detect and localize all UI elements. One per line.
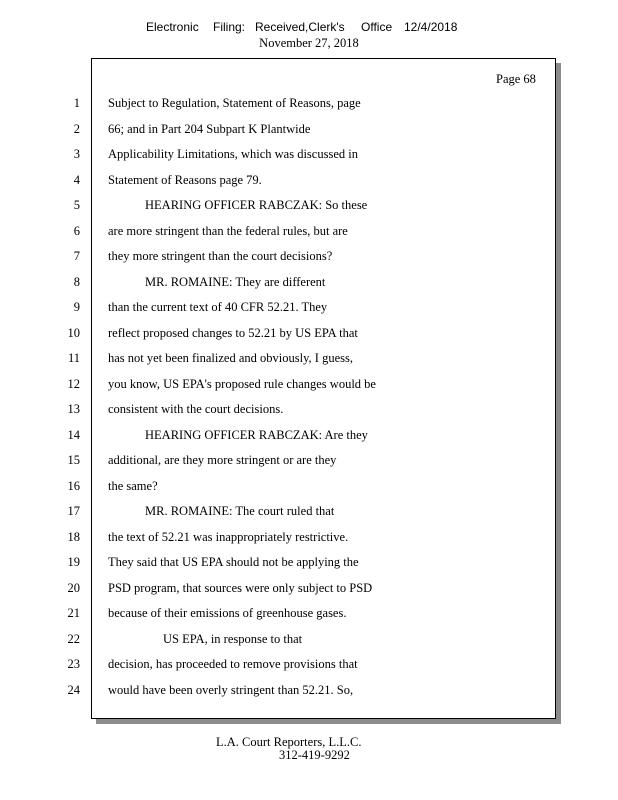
line-text: additional, are they more stringent or are they [108,453,337,467]
transcript-line [0,428,618,448]
line-number: 16 [67,478,80,493]
transcript-line [0,96,618,116]
line-number: 18 [67,529,80,544]
transcript-line [0,657,618,677]
line-text: HEARING OFFICER RABCZAK: So these [145,198,368,212]
transcript-line [0,275,618,295]
line-number: 9 [73,300,80,314]
line-text: PSD program, that sources were only subject to PSD [108,580,373,595]
line-number: 2 [73,121,80,136]
line-number: 10 [67,325,80,340]
line-number: 23 [67,657,80,671]
transcript-line [0,581,618,601]
line-text: HEARING OFFICER RABCZAK: Are they [145,427,368,442]
transcript-line [0,402,618,422]
line-number: 11 [67,351,80,365]
line-text: would have been overly stringent than 52.21. So, [108,682,354,697]
line-text: MR. ROMAINE: The court ruled that [145,504,335,518]
transcript-line [0,683,618,703]
stamp-filing: Filing: [213,20,246,34]
line-text: than the current text of 40 CFR 52.21. They [108,300,328,314]
transcript-line [0,632,618,652]
transcript-line [0,147,618,167]
line-number: 4 [73,172,80,187]
transcript-line [0,606,618,626]
transcript-line [0,122,618,142]
line-number: 3 [73,147,80,161]
transcript-line [0,377,618,397]
line-text: MR. ROMAINE: They are different [145,274,326,289]
stamp-date: 12/4/2018 [404,20,458,34]
line-text: the same? [108,478,158,493]
transcript-line [0,198,618,218]
line-text: because of their emissions of greenhouse gases. [108,606,347,620]
line-number: 15 [67,453,80,467]
line-number: 1 [73,96,80,110]
line-text: Applicability Limitations, which was discussed in [108,147,358,161]
line-number: 7 [73,249,80,263]
transcript-line [0,530,618,550]
transcript-line [0,504,618,524]
line-text: Statement of Reasons page 79. [108,172,262,187]
line-text: They said that US EPA should not be applying the [108,555,359,569]
reporter-phone: 312-419-9292 [279,748,350,762]
line-number: 17 [67,504,80,518]
line-text: US EPA, in response to that [163,631,303,646]
line-text: 66; and in Part 204 Subpart K Plantwide [108,121,311,136]
line-number: 8 [73,274,80,289]
line-text: reflect proposed changes to 52.21 by US EPA that [108,325,358,340]
line-number: 12 [67,376,80,391]
reporter-company: L.A. Court Reporters, L.L.C. [216,735,362,749]
line-text: they more stringent than the court decisions? [108,249,333,263]
line-text: you know, US EPA's proposed rule changes would be [108,376,376,391]
line-number: 21 [67,606,80,620]
transcript-line [0,479,618,499]
transcript-line [0,300,618,320]
transcript-line [0,326,618,346]
transcript-line [0,555,618,575]
line-text: Subject to Regulation, Statement of Reasons, page [108,96,361,110]
line-text: are more stringent than the federal rules, but are [108,223,348,238]
transcript-line [0,224,618,244]
line-text: consistent with the court decisions. [108,402,284,416]
line-number: 20 [67,580,80,595]
transcript-line [0,351,618,371]
line-number: 14 [67,427,80,442]
transcript-line [0,249,618,269]
page-number: Page 68 [496,72,536,86]
line-number: 24 [67,682,80,697]
line-number: 6 [73,223,80,238]
hearing-date: November 27, 2018 [259,36,359,50]
stamp-office: Office [361,20,393,34]
line-text: the text of 52.21 was inappropriately restrictive. [108,529,349,544]
line-number: 22 [67,631,80,646]
stamp-electronic: Electronic [146,20,199,34]
line-number: 13 [67,402,80,416]
transcript-line [0,453,618,473]
transcript-line [0,173,618,193]
line-text: has not yet been finalized and obviously, I guess, [108,351,353,365]
line-text: decision, has proceeded to remove provisions that [108,657,358,671]
line-number: 19 [67,555,80,569]
stamp-received-clerks: Received,Clerk's [255,20,345,34]
line-number: 5 [73,198,80,212]
